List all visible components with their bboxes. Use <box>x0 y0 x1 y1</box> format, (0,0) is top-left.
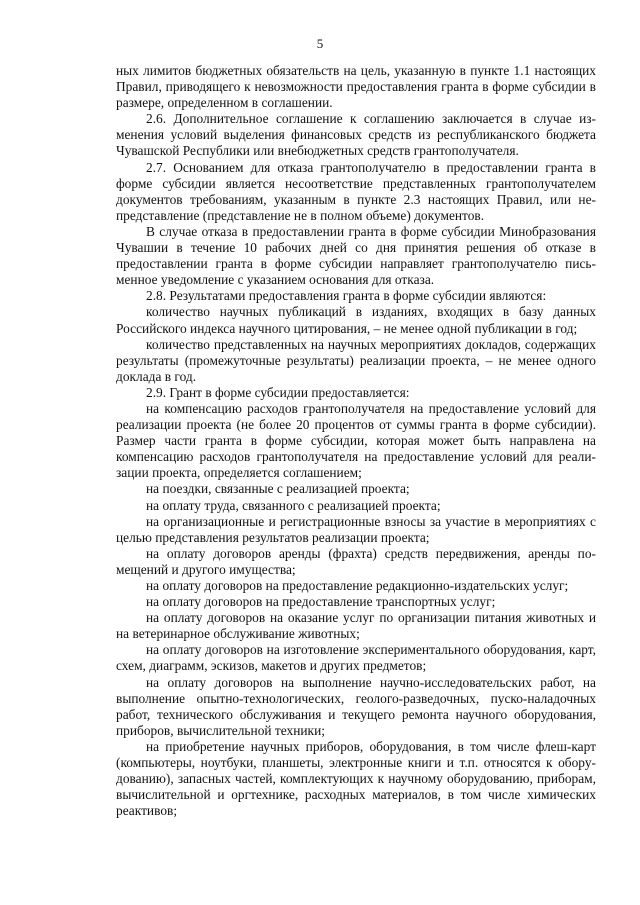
paragraph: 2.8. Результатами предоставления гранта в форме субсидии являются: <box>146 288 547 304</box>
paragraph: 2.6. Дополнительное соглашение к соглашению заключается в случае изменения условий выделения финансовых средств из республиканского бюджета Чувашской Республики или внебюджетных средств грантополучателя. <box>116 111 596 159</box>
paragraph: на оплату договоров на выполнение научно-исследовательских работ, на выполнение опытно-технологических, геолого-разведочных, пуско-наладочных работ, технического обслуживания и текущего ремонта научного оборудования, приборов, вычислительной техники; <box>116 674 596 738</box>
paragraph: на оплату договоров на предоставление транспортных услуг; <box>146 594 496 610</box>
document-body <box>116 63 596 819</box>
paragraph: количество научных публикаций в изданиях, входящих в базу данных Российского индекса научного цитирования, – не менее одной публикации в год; <box>116 304 596 336</box>
paragraph: на оплату договоров на предоставление редакционно-издательских услуг; <box>146 578 569 593</box>
paragraph: 2.7. Основанием для отказа грантополучателю в предоставлении гранта в форме субсидии является несоответствие представленных грантополучателем документов требованиям, указанным в пункте 2.3 настоящих Правил, или непредставление (представление не в полном объеме) документов. <box>116 159 596 223</box>
paragraph: на приобретение научных приборов, оборудования, в том числе флеш-карт (компьютеры, ноутбуки, планшеты, электронные книги и т.п. относятся к оборудованию), запасных частей, комплектующих к научному оборудованию, приборам, вычислительной и оргтехнике, расходных материалов, в том числе химических реактивов; <box>116 738 596 819</box>
paragraph: на оплату договоров на изготовление экспериментального оборудования, карт, схем, диаграмм, эскизов, макетов и других предметов; <box>116 642 596 674</box>
paragraph: на поездки, связанные с реализацией проекта; <box>146 481 410 497</box>
paragraph: ных лимитов бюджетных обязательств на цель, указанную в пункте 1.1 настоящих Правил, приводящего к невозможности предоставления гранта в форме субсидии в размере, определенном в соглашении. <box>116 63 596 111</box>
paragraph: количество представленных на научных мероприятиях докладов, содержащих результаты (промежуточные результаты) реализации проекта, – не менее одного доклада в год. <box>116 336 596 384</box>
page-number: 5 <box>316 36 324 51</box>
paragraph: на оплату договоров на оказание услуг по организации питания животных и на ветеринарное обслуживание животных; <box>116 610 596 642</box>
paragraph: 2.9. Грант в форме субсидии предоставляется: <box>146 384 410 400</box>
paragraph: на оплату труда, связанного с реализацией проекта; <box>146 497 441 513</box>
paragraph: на оплату договоров аренды (фрахта) средств передвижения, аренды помещений и другого имущества; <box>116 545 596 577</box>
paragraph: В случае отказа в предоставлении гранта в форме субсидии Минобразования Чувашии в течение 10 рабочих дней со дня принятия решения об отказе в предоставлении гранта в форме субсидии направляет грантополучателю письменное уведомление с указанием основания для отказа. <box>116 223 596 288</box>
paragraph: на организационные и регистрационные взносы за участие в мероприятиях с целью представления результатов реализации проекта; <box>116 513 596 545</box>
paragraph: на компенсацию расходов грантополучателя на предоставление условий для реализации проекта (не более 20 процентов от суммы гранта в форме субсидии). Размер части гранта в форме субсидии, которая может быть направлена на компенсацию расходов грантополучателя на предоставление условий для реализации проекта, определяется соглашением; <box>116 400 596 481</box>
